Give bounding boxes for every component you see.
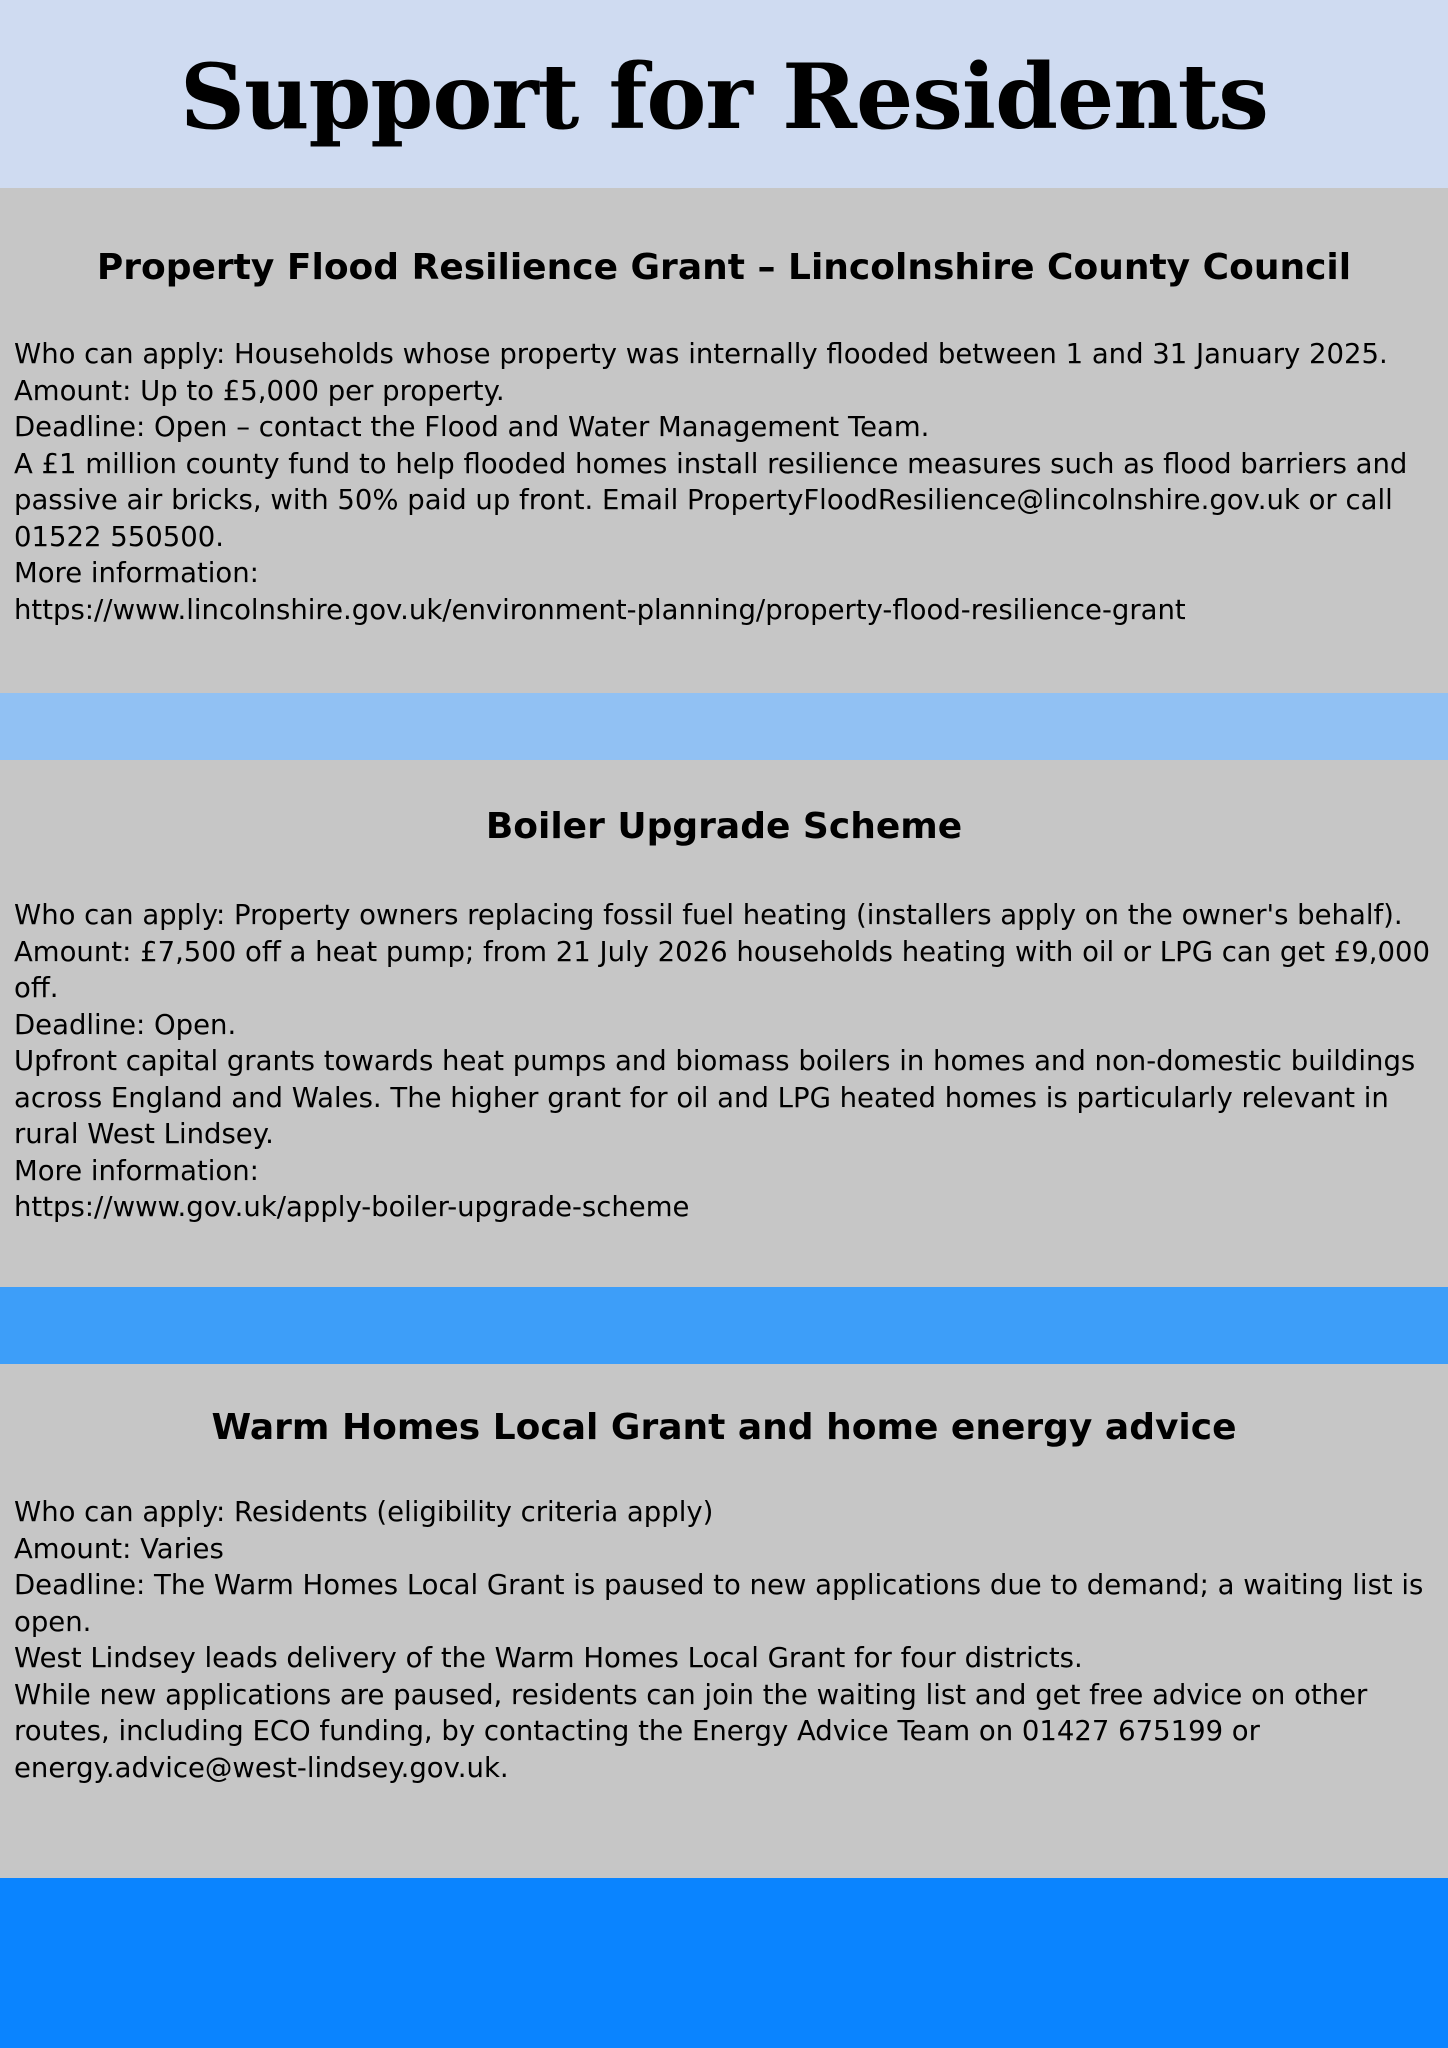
card-title: Warm Homes Local Grant and home energy advice bbox=[211, 1407, 1237, 1448]
who-can-apply: Who can apply: Residents (eligibility criteria apply) bbox=[14, 1496, 714, 1528]
grant-card-flood-resilience bbox=[0, 188, 1448, 693]
more-information-label: More information: bbox=[14, 1154, 259, 1187]
card-body bbox=[14, 336, 1434, 628]
card-body bbox=[14, 1494, 1434, 1786]
deadline: Deadline: Open – contact the Flood and Water Management Team. bbox=[14, 411, 930, 443]
page-header bbox=[0, 0, 1448, 188]
deadline: Deadline: Open. bbox=[14, 1008, 237, 1041]
who-can-apply: Who can apply: Households whose property was internally flooded between 1 and 31 January 2025. bbox=[14, 338, 1388, 370]
more-information-link[interactable]: https://www.gov.uk/apply-boiler-upgrade-scheme bbox=[14, 1191, 690, 1223]
amount: Amount: Varies bbox=[14, 1532, 224, 1565]
card-body bbox=[14, 897, 1434, 1226]
deadline: Deadline: The Warm Homes Local Grant is paused to new applications due to demand; a waiting list is open. bbox=[14, 1569, 1424, 1638]
description: A £1 million county fund to help flooded homes install resilience measures such as flood barriers and passive air bricks, with 50% paid up front. Email PropertyFloodResilience@lincolnshire.gov.uk or call 01522 550500. bbox=[14, 447, 1408, 553]
amount: Amount: £7,500 off a heat pump; from 21 July 2026 households heating with oil or LPG can get £9,000 off. bbox=[14, 935, 1431, 1004]
divider-band bbox=[0, 693, 1448, 760]
more-information-label: More information: bbox=[14, 557, 259, 589]
description: Upfront capital grants towards heat pumps and biomass boilers in homes and non-domestic buildings across England and Wales. The higher grant for oil and LPG heated homes is particularly relevant in rural West Lindsey. bbox=[14, 1045, 1416, 1150]
amount: Amount: Up to £5,000 per property. bbox=[14, 374, 505, 407]
grant-card-boiler-upgrade bbox=[0, 760, 1448, 1287]
description: While new applications are paused, residents can join the waiting list and get free advice on other routes, including ECO funding, by contacting the Energy Advice Team on 01427 675199 or energy.advice@west-lindsey.gov.uk. bbox=[14, 1678, 1368, 1784]
grant-card-warm-homes bbox=[0, 1364, 1448, 1878]
footer-band bbox=[0, 1878, 1448, 2048]
who-can-apply: Who can apply: Property owners replacing fossil fuel heating (installers apply on the owner's behalf). bbox=[14, 899, 1403, 931]
more-information-link[interactable]: https://www.lincolnshire.gov.uk/environment-planning/property-flood-resilience-grant bbox=[14, 593, 1186, 626]
card-title: Boiler Upgrade Scheme bbox=[485, 806, 963, 847]
divider-band bbox=[0, 1287, 1448, 1364]
page-title: Support for Residents bbox=[180, 44, 1268, 150]
note: West Lindsey leads delivery of the Warm Homes Local Grant for four districts. bbox=[14, 1642, 1083, 1674]
card-title: Property Flood Resilience Grant – Lincolnshire County Council bbox=[96, 247, 1352, 288]
